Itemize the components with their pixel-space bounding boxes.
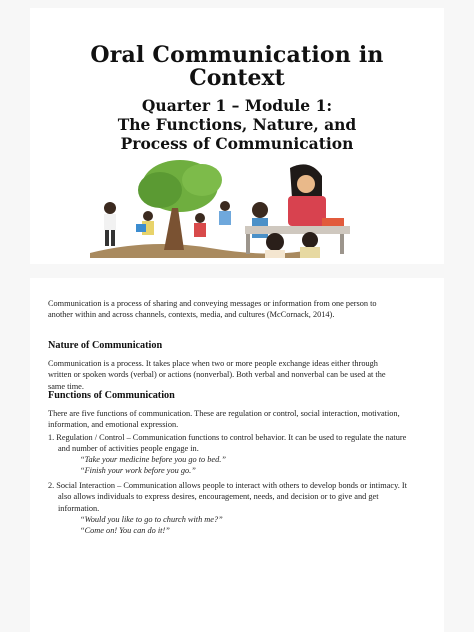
cover-title-line1: Oral Communication in	[90, 42, 384, 68]
item1-quote2: “Finish your work before you go.”	[80, 466, 196, 475]
item2-quote1: “Would you like to go to church with me?”	[80, 515, 223, 524]
cover-subtitle-line2: The Functions, Nature, and	[117, 115, 357, 134]
cover-title-line2: Context	[189, 65, 285, 91]
function-item-2: 2. Social Interaction – Communication allows people to interact with others to develop bonds or intimacy. It also allows individuals to express desires, encouragement, needs, and decision or to give and get information.	[48, 481, 407, 513]
nature-paragraph: Communication is a process. It takes place when two or more people exchange ideas either through written or spoken words (verbal) or actions (nonverbal). Both verbal and nonverbal can be used at the same time.	[48, 359, 386, 391]
functions-heading: Functions of Communication	[48, 390, 175, 401]
nature-heading: Nature of Communication	[48, 340, 163, 351]
functions-intro: There are five functions of communication. These are regulation or control, social interaction, motivation, information, and emotional expression.	[48, 409, 400, 430]
cover-subtitle-line1: Quarter 1 – Module 1:	[141, 96, 333, 115]
item2-quote2: “Come on! You can do it!”	[80, 526, 170, 535]
cover-subtitle-line3: Process of Communication	[120, 134, 354, 153]
function-item-1: 1. Regulation / Control – Communication functions to control behavior. It can be used to regulate the nature and number of activities people engage in.	[48, 433, 407, 454]
intro-paragraph: Communication is a process of sharing and conveying messages or information from one person to another within and across channels, contexts, media, and cultures (McCornack, 2014).	[48, 299, 377, 320]
item1-quote1: “Take your medicine before you go to bed.”	[80, 455, 226, 464]
cover-illustration	[60, 158, 360, 258]
